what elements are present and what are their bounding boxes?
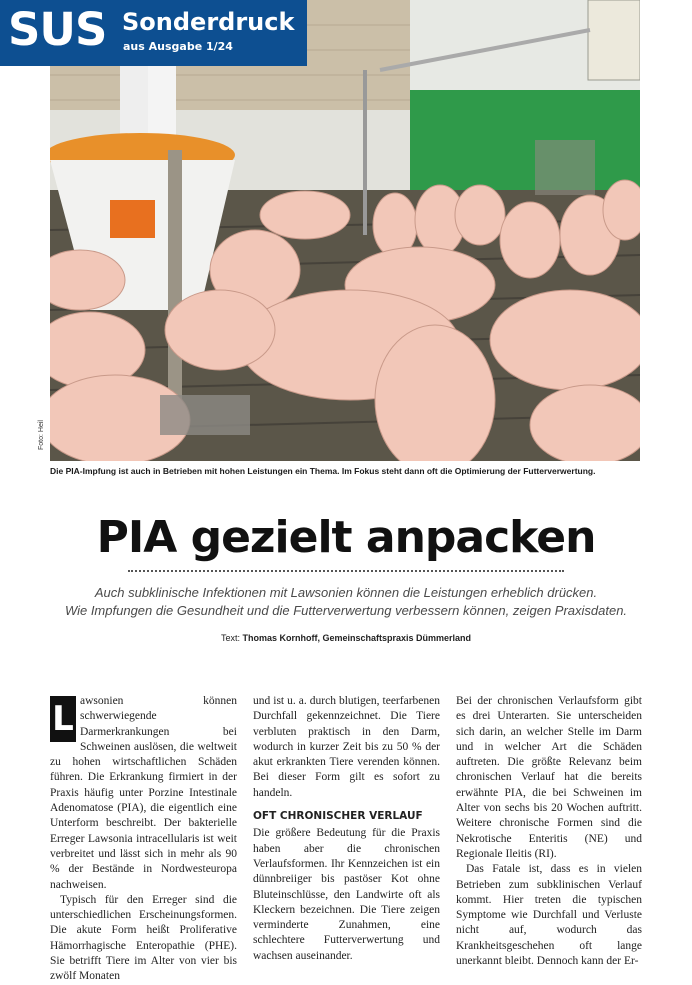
text-column-2 [253, 694, 440, 964]
article-lead [30, 584, 662, 620]
article-photo [50, 0, 640, 461]
paragraph: Das Fatale ist, dass es in vielen Betrieben zum subklinischen Verlauf kommt. Hier treten die typischen Symptome wie Durchfall und Verluste nicht auf, wodurch das Krankheitsgeschehen oft lange unerkannt bleibt. Dennoch kann der Er- [456, 863, 642, 968]
byline-author: Thomas Kornhoff, Gemeinschaftspraxis Dümmerland [242, 633, 472, 643]
headline-divider [128, 570, 564, 572]
paragraph: L awsonien können schwerwiegende Darmerkrankungen bei Schweinen auslösen, die weltweit zu hohen wirtschaftlichen Schäden führen. Die Erkrankung firmiert in der Praxis häufig unter Porzine Intestinale Adenomatose (PIA), die eigentlich eine Unterform beschreibt. Der bakterielle Erreger Lawsonia intracellularis ist weit verbreitet und lässt sich in mehr als 90 % der Bestände in Nordwesteuropa nachweisen. [50, 695, 237, 891]
paragraph: Typisch für den Erreger sind die unterschiedlichen Erscheinungsformen. Die akute Form heißt Proliferative Hämorrhagische Enteropathie (PHE). Sie betrifft Tiere im Alter von vier bis zwölf Monaten [50, 893, 237, 983]
lead-line: Auch subklinische Infektionen mit Lawsonien können die Leistungen erheblich drücken. [94, 585, 598, 600]
text-column-3 [456, 694, 642, 969]
text-column-1 [50, 694, 237, 985]
drop-cap: L [50, 696, 76, 742]
paragraph: Die größere Bedeutung für die Praxis haben aber die chronischen Verlaufsformen. Ihr Kennzeichen ist ein dünnbreiiger bis pastöser Kot ohne Bluteinschlüsse, den Landwirte oft als Kleckern bezeichnen. Die Tiere zeigen verminderte Zunahmen, eine schlechtere Futterverwertung und wachsen auseinander. [253, 827, 440, 962]
edition-title: Sonderdruck [122, 8, 295, 36]
magazine-logo: SUS [8, 3, 107, 56]
article-headline: PIA gezielt anpacken [96, 512, 596, 563]
section-subhead: OFT CHRONISCHER VERLAUF [253, 810, 423, 823]
byline-label: Text: [220, 633, 240, 643]
issue-label: aus Ausgabe 1/24 [123, 40, 233, 53]
photo-credit: Foto: Heil [38, 420, 45, 450]
photo-caption: Die PIA-Impfung ist auch in Betrieben mit hohen Leistungen ein Thema. Im Fokus steht dann oft die Optimierung der Futterverwertung. [50, 466, 596, 476]
paragraph: Bei der chronischen Verlaufsform gibt es drei Unterarten. Sie unterscheiden sich darin, an welcher Stelle im Darm und in welcher Art die Schäden auftreten. Die größte Relevanz beim chronischen Verlauf hat die bereits erwähnte PIA, die bei Schweinen im Alter von sechs bis 20 Wochen auftritt. Weitere chronische Formen sind die Nekrotische Enteritis (NE) und Regionale Ileitis (RI). [456, 695, 642, 860]
paragraph: und ist u. a. durch blutigen, teerfarbenen Durchfall gekennzeichnet. Die Tiere verbluten praktisch in den Darm, wodurch in kurzer Zeit bis zu 50 % der akut erkrankten Tiere verenden können. Bei dieser Form gilt es sofort zu handeln. [253, 695, 440, 799]
pig-pen-illustration [50, 0, 640, 461]
byline [0, 633, 692, 643]
magazine-badge [0, 0, 307, 66]
lead-line: Wie Impfungen die Gesundheit und die Futterverwertung verbessern können, zeigen Praxisdaten. [64, 603, 628, 618]
